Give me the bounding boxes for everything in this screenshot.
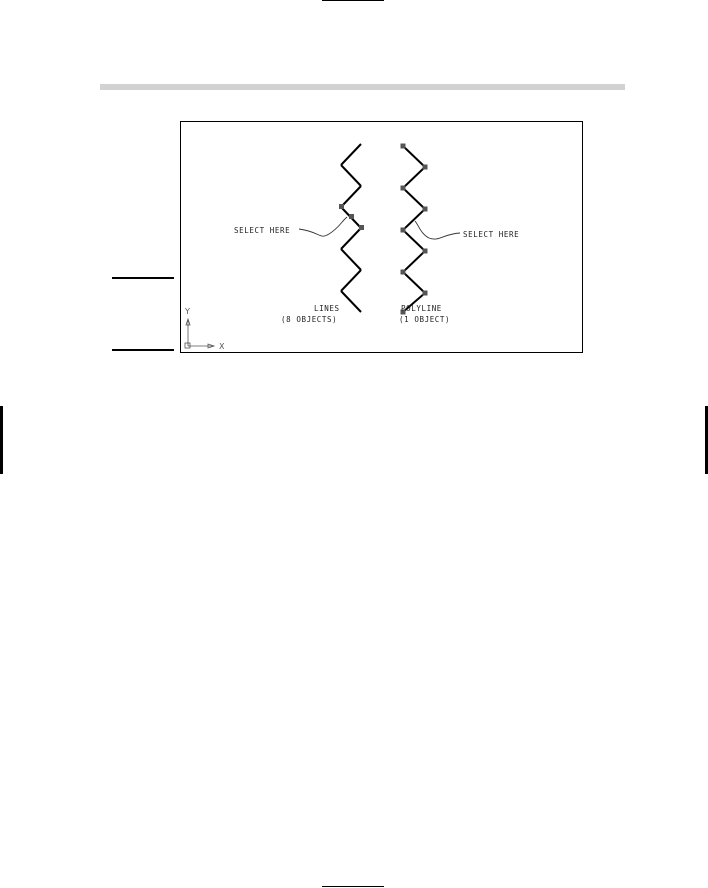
polyline-label: POLYLINE bbox=[401, 304, 442, 313]
polyline-grips bbox=[401, 144, 428, 315]
top-page-rule bbox=[322, 0, 384, 1]
line-object bbox=[341, 291, 361, 312]
polyline-leader bbox=[415, 221, 460, 239]
line-object bbox=[341, 186, 361, 207]
grip-marker bbox=[423, 207, 428, 212]
polyline-zigzag bbox=[403, 146, 425, 312]
ucs-icon bbox=[185, 319, 214, 348]
grip-marker bbox=[423, 291, 428, 296]
grip-marker bbox=[359, 225, 364, 230]
ucs-x-label: X bbox=[219, 342, 225, 351]
lines-select-here-label: SELECT HERE bbox=[234, 226, 291, 235]
polyline-count-label: (1 OBJECT) bbox=[399, 315, 451, 324]
grip-marker bbox=[349, 214, 354, 219]
lines-zigzag bbox=[341, 144, 361, 312]
lines-grips bbox=[339, 204, 364, 230]
grip-marker bbox=[423, 165, 428, 170]
header-band bbox=[100, 84, 625, 90]
line-object bbox=[341, 228, 361, 249]
grip-marker bbox=[401, 228, 406, 233]
lines-leader bbox=[299, 217, 347, 236]
line-object bbox=[341, 165, 361, 186]
lines-count-label: (8 OBJECTS) bbox=[281, 315, 338, 324]
cad-figure bbox=[180, 121, 583, 353]
cad-drawing bbox=[181, 122, 584, 354]
caption-rule-bottom bbox=[112, 349, 174, 351]
grip-marker bbox=[423, 249, 428, 254]
caption-rule-top bbox=[112, 277, 174, 279]
bottom-page-rule bbox=[322, 886, 384, 887]
lines-label: LINES bbox=[314, 304, 340, 313]
grip-marker bbox=[339, 204, 344, 209]
left-edge-mark bbox=[0, 406, 3, 474]
polyline-select-here-label: SELECT HERE bbox=[463, 230, 520, 239]
grip-marker bbox=[401, 186, 406, 191]
line-object bbox=[341, 249, 361, 270]
grip-marker bbox=[401, 270, 406, 275]
grip-marker bbox=[401, 144, 406, 149]
ucs-y-label: Y bbox=[185, 307, 190, 316]
line-object bbox=[341, 144, 361, 165]
line-object bbox=[341, 270, 361, 291]
